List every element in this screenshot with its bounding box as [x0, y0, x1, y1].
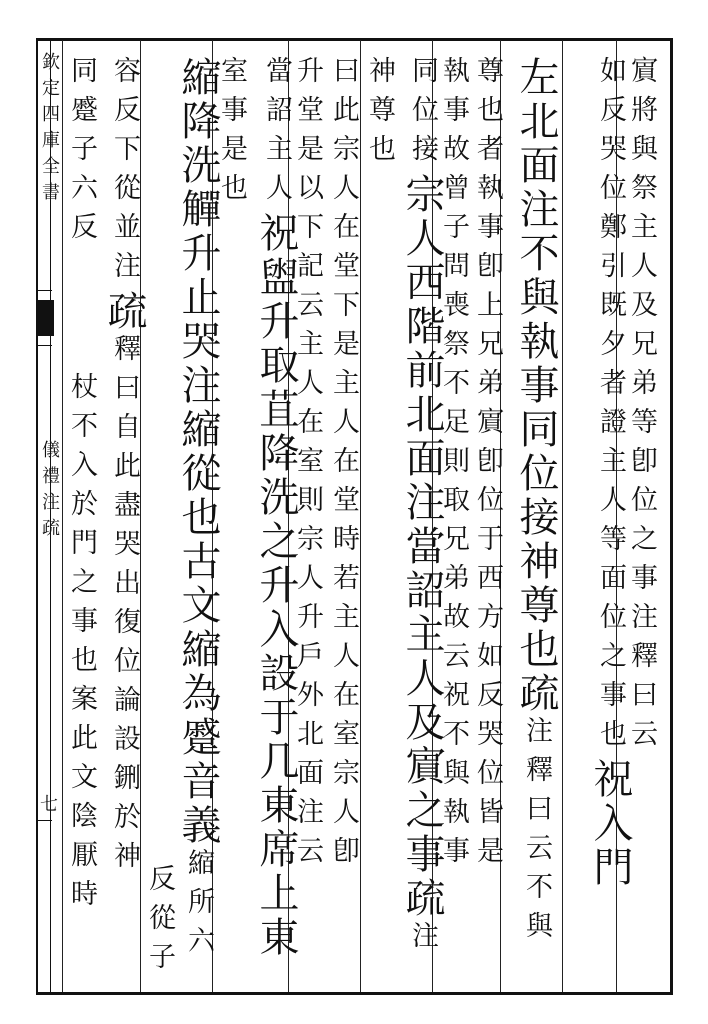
book-title: 儀禮注疏 — [39, 440, 60, 544]
fold-tick-upper — [38, 290, 52, 291]
commentary-text: 注 — [407, 921, 438, 960]
fold-tick-lower — [38, 345, 52, 346]
text-column — [513, 56, 559, 950]
commentary-text: 釋曰自此盡哭出復位論設鉶於神 — [109, 334, 140, 880]
commentary-text: 容反下從並注 — [109, 56, 140, 290]
text-column — [474, 56, 501, 875]
commentary-text: 同蹙子六反 — [66, 56, 97, 251]
text-column — [68, 56, 95, 251]
text-column — [628, 56, 655, 758]
page-number: 七 — [40, 794, 58, 815]
text-column — [68, 372, 95, 918]
text-column — [366, 56, 393, 173]
frame-top-border — [36, 38, 672, 41]
left-header: 欽定四庫全書 — [39, 52, 60, 208]
column-divider — [62, 40, 63, 992]
main-text: 祝入門 — [587, 758, 633, 890]
commentary-text: 如反哭位鄭引既夕者證主人等面位之事也 — [595, 56, 626, 758]
commentary-text: 注釋曰云不與 — [521, 716, 552, 950]
commentary-text: 室事是也 — [216, 56, 247, 212]
commentary-text: 執事故曾子問喪祭不足則取兄弟故云祝不與執事 — [438, 56, 469, 875]
text-column — [330, 56, 357, 875]
commentary-text: 曰此宗人在堂下是主人在堂時若主人在室宗人卽 — [328, 56, 359, 875]
fold-tick-page-number — [38, 820, 52, 821]
commentary-text: 賔將與祭主人及兄弟等卽位之事注釋曰云 — [626, 56, 657, 758]
frame-bottom-border — [36, 992, 672, 995]
text-column — [175, 56, 221, 965]
commentary-text: 當詔主人 — [261, 56, 292, 212]
main-text: 祝盥升取苴降洗之升入設于几東席上東 — [253, 212, 299, 960]
text-column — [587, 56, 633, 890]
text-column — [399, 56, 445, 960]
main-text: 縮降洗觶升止哭注縮從也古文縮為蹙音義 — [175, 56, 221, 848]
main-text: 左北面注不與執事同位接神尊也疏 — [513, 56, 559, 716]
frame-left-border — [36, 38, 38, 995]
commentary-text: 杖不入於門之事也案此文陰厭時 — [66, 372, 97, 918]
commentary-text: 縮所六 — [183, 848, 214, 965]
commentary-text: 尊也者執事卽上兄弟賔卽位于西方如反哭位皆是 — [472, 56, 503, 875]
commentary-text: 同位接 — [407, 56, 438, 173]
commentary-text: 反從子 — [144, 864, 175, 981]
fold-fishtail-mark — [38, 300, 54, 336]
column-divider — [360, 40, 361, 992]
text-column — [146, 864, 173, 981]
column-divider — [562, 40, 563, 992]
text-column — [218, 56, 245, 212]
commentary-text: 神尊也 — [364, 56, 395, 173]
commentary-text: 升堂是以下記云主人在室則宗人升戶外北面注云 — [292, 56, 323, 875]
frame-right-border — [670, 38, 673, 995]
text-column — [101, 56, 147, 880]
main-text: 宗人西階前北面注當詔主人及賔之事疏 — [399, 173, 445, 921]
text-column — [253, 56, 299, 960]
main-text: 疏 — [101, 290, 147, 334]
